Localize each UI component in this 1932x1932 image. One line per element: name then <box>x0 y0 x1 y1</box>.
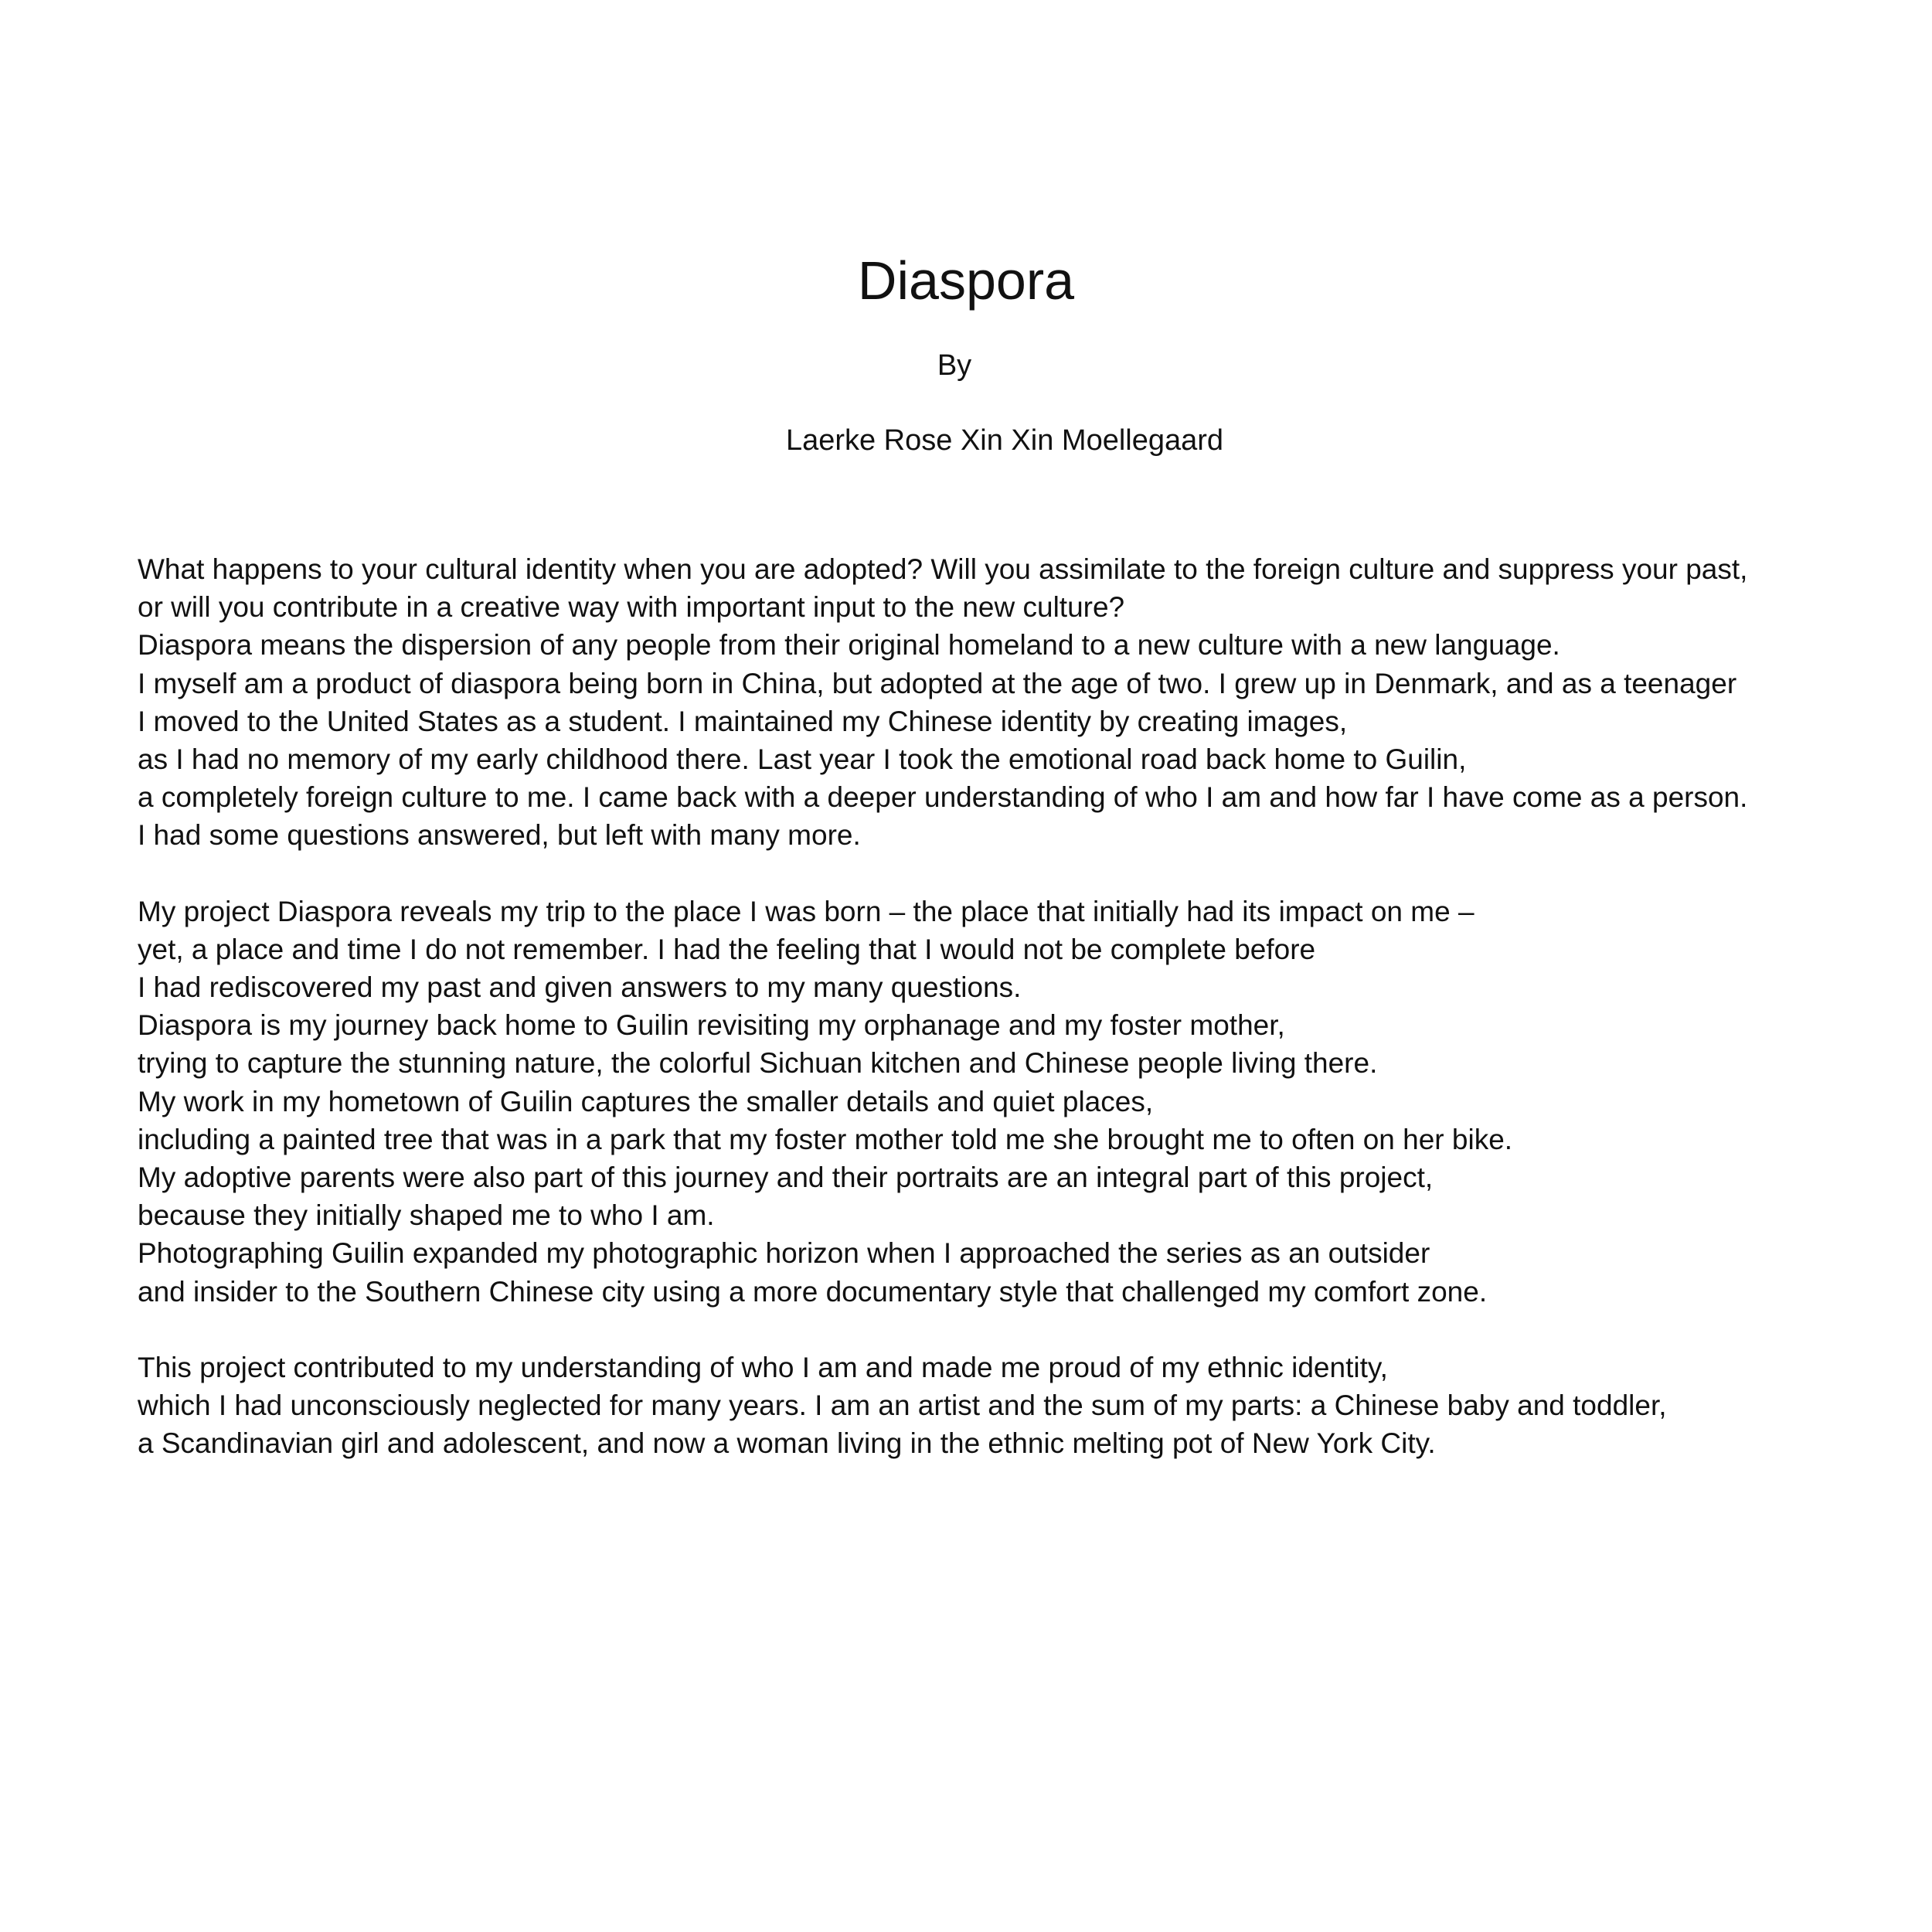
text-line: including a painted tree that was in a park that my foster mother told me she brought me to often on her bike. <box>138 1123 1513 1155</box>
text-line: This project contributed to my understanding of who I am and made me proud of my ethnic identity, <box>138 1351 1388 1383</box>
text-line: I myself am a product of diaspora being born in China, but adopted at the age of two. I grew up in Denmark, and as a teenager <box>138 667 1737 699</box>
page-title: Diaspora <box>857 250 1075 311</box>
text-line: a completely foreign culture to me. I came back with a deeper understanding of who I am and how far I have come as a person. <box>138 781 1748 814</box>
paragraph-project <box>138 893 1869 1311</box>
text-line: and insider to the Southern Chinese city using a more documentary style that challenged my comfort zone. <box>138 1275 1488 1308</box>
text-line: Diaspora is my journey back home to Guilin revisiting my orphanage and my foster mother, <box>138 1009 1285 1042</box>
paragraph-intro <box>138 550 1869 855</box>
author-name: Laerke Rose Xin Xin Moellegaard <box>785 424 1224 457</box>
text-line: I had rediscovered my past and given answers to my many questions. <box>138 971 1022 1004</box>
text-line: My adoptive parents were also part of this journey and their portraits are an integral part of this project, <box>138 1162 1434 1194</box>
byline: By <box>937 349 972 382</box>
text-line: My project Diaspora reveals my trip to the place I was born – the place that initially had its impact on me – <box>138 895 1475 927</box>
text-line: trying to capture the stunning nature, the colorful Sichuan kitchen and Chinese people living there. <box>138 1047 1378 1080</box>
text-line: Diaspora means the dispersion of any people from their original homeland to a new culture with a new language. <box>138 629 1560 662</box>
text-line: as I had no memory of my early childhood there. Last year I took the emotional road back home to Guilin, <box>138 743 1467 776</box>
text-line: I had some questions answered, but left with many more. <box>138 819 861 852</box>
paragraph-conclusion <box>138 1349 1869 1463</box>
text-line: a Scandinavian girl and adolescent, and now a woman living in the ethnic melting pot of New York City. <box>138 1427 1436 1460</box>
text-line: yet, a place and time I do not remember. I had the feeling that I would not be complete before <box>138 933 1316 965</box>
text-line: or will you contribute in a creative way with important input to the new culture? <box>138 591 1125 624</box>
text-line: My work in my hometown of Guilin captures the smaller details and quiet places, <box>138 1085 1154 1117</box>
body-text <box>138 550 1869 1500</box>
text-line: What happens to your cultural identity when you are adopted? Will you assimilate to the foreign culture and suppress your past, <box>138 553 1748 585</box>
text-line: because they initially shaped me to who I am. <box>138 1199 715 1232</box>
text-line: which I had unconsciously neglected for many years. I am an artist and the sum of my parts: a Chinese baby and toddler, <box>138 1389 1667 1422</box>
text-line: Photographing Guilin expanded my photographic horizon when I approached the series as an outsider <box>138 1237 1430 1270</box>
text-line: I moved to the United States as a student. I maintained my Chinese identity by creating images, <box>138 705 1348 737</box>
